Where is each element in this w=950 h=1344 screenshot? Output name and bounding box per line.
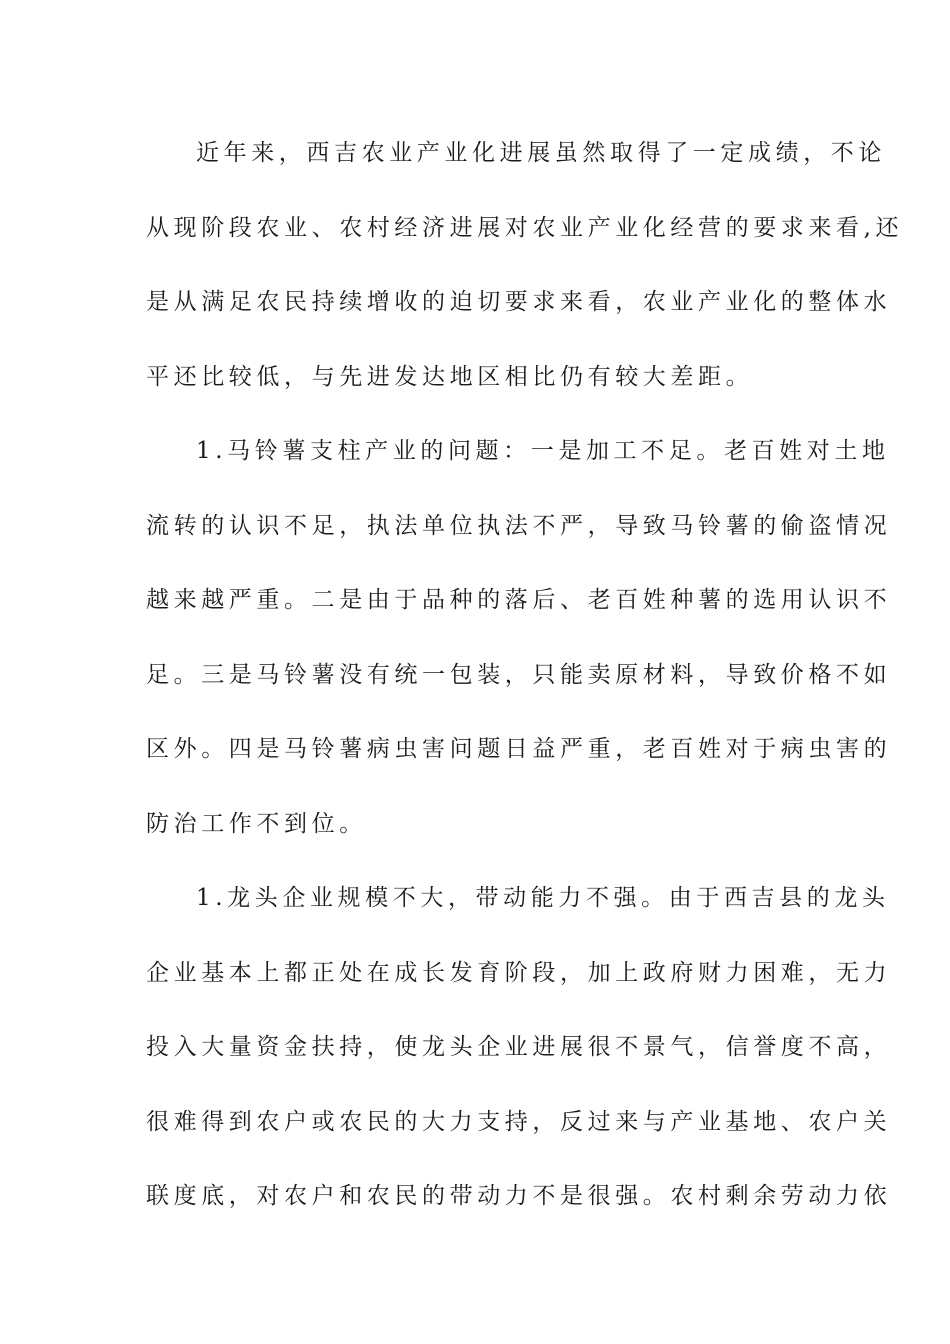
paragraph-line: 企业基本上都正处在成长发育阶段，加上政府财力困难，无力: [146, 959, 892, 986]
paragraph-line: 流转的认识不足，执法单位执法不严，导致马铃薯的偷盗情况: [146, 512, 892, 539]
paragraph-1: [146, 116, 904, 414]
paragraph-3: [146, 861, 892, 1234]
paragraph-line: 1.龙头企业规模不大，带动能力不强。由于西吉县的龙头: [196, 885, 890, 911]
paragraph-line: 很难得到农户或农民的大力支持，反过来与产业基地、农户关: [146, 1108, 892, 1135]
paragraph-line: 从现阶段农业、农村经济进展对农业产业化经营的要求来看,还: [146, 214, 904, 241]
paragraph-line: 越来越严重。二是由于品种的落后、老百姓种薯的选用认识不: [146, 587, 892, 613]
paragraph-line: 区外。四是马铃薯病虫害问题日益严重，老百姓对于病虫害的: [146, 736, 892, 762]
document-body: [146, 116, 904, 1234]
paragraph-line: 投入大量资金扶持，使龙头企业进展很不景气，信誉度不高，: [146, 1034, 892, 1060]
paragraph-line: 是从满足农民持续增收的迫切要求来看，农业产业化的整体水: [146, 289, 892, 315]
paragraph-line: 近年来，西吉农业产业化进展虽然取得了一定成绩，不论: [196, 140, 886, 166]
paragraph-line: 1.马铃薯支柱产业的问题：一是加工不足。老百姓对土地: [196, 438, 890, 464]
paragraph-2: [146, 414, 892, 861]
paragraph-line: 联度底，对农户和农民的带动力不是很强。农村剩余劳动力依: [146, 1183, 892, 1209]
paragraph-line: 平还比较低，与先进发达地区相比仍有较大差距。: [146, 363, 754, 390]
paragraph-line: 足。三是马铃薯没有统一包装，只能卖原材料，导致价格不如: [146, 661, 892, 688]
paragraph-line: 防治工作不到位。: [146, 810, 367, 837]
